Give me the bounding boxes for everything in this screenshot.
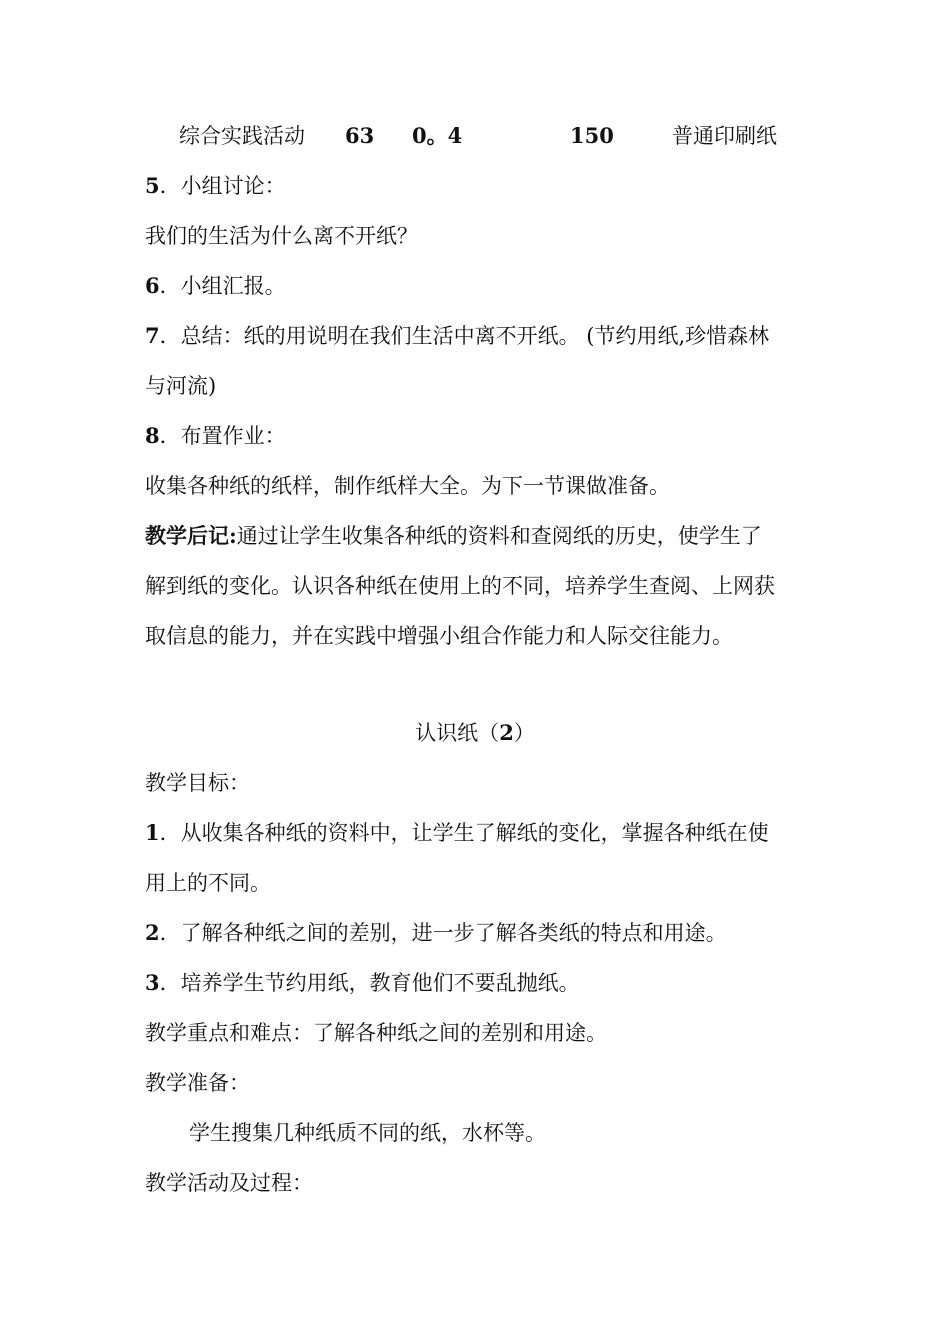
goal-text: ．从收集各种纸的资料中，让学生了解纸的变化，掌握各种纸在使 [159, 821, 769, 845]
goal-3 [145, 968, 825, 998]
reflection-line-3: 取信息的能力，并在实践中增强小组合作能力和人际交往能力。 [145, 624, 733, 648]
prep-text: 学生搜集几种纸质不同的纸，水杯等。 [189, 1121, 546, 1145]
lesson-title-text: 认识纸（ [415, 721, 500, 745]
step-number: 6 [145, 273, 160, 298]
goal-text: ．了解各种纸之间的差别，进一步了解各类纸的特点和用途。 [159, 921, 727, 945]
goals-heading: 教学目标： [145, 771, 250, 795]
goal-number: 2 [145, 920, 160, 945]
step-8 [145, 421, 825, 451]
step-5 [145, 171, 825, 201]
table-cell-name: 综合实践活动 [179, 124, 305, 148]
prep-heading: 教学准备： [145, 1071, 250, 1095]
reflection-label: 教学后记: [145, 523, 237, 548]
reflection-line-2: 解到纸的变化。认识各种纸在使用上的不同，培养学生查阅、上网获 [145, 574, 775, 598]
step-7 [145, 321, 825, 351]
step-text: ．布置作业： [159, 424, 286, 448]
step-number: 8 [145, 423, 160, 448]
goal-text: ．培养学生节约用纸，教育他们不要乱抛纸。 [159, 971, 580, 995]
goal-number: 3 [145, 970, 160, 995]
homework-text: 收集各种纸的纸样，制作纸样大全。为下一节课做准备。 [145, 474, 670, 498]
step-text: ．小组汇报。 [159, 274, 286, 298]
step-text: ．小组讨论： [159, 174, 286, 198]
process-heading: 教学活动及过程： [145, 1171, 313, 1195]
reflection-text: 通过让学生收集各种纸的资料和查阅纸的历史，使学生了 [236, 524, 762, 548]
lesson-title-end: ） [513, 721, 535, 745]
discussion-question: 我们的生活为什么离不开纸？ [145, 224, 418, 248]
step-text: ．总结：纸的用说明在我们生活中离不开纸。 (节约用纸,珍惜森林 [159, 324, 770, 348]
step-number: 7 [145, 323, 160, 348]
table-cell-paper: 普通印刷纸 [672, 124, 777, 148]
step-7-continuation: 与河流) [145, 374, 217, 398]
goal-2 [145, 918, 825, 948]
goal-number: 1 [145, 820, 160, 845]
step-number: 5 [145, 173, 160, 198]
lesson-title-number: 2 [499, 720, 514, 745]
table-cell-num1: 63 [345, 123, 375, 148]
goal-1 [145, 818, 825, 848]
goal-1-continuation: 用上的不同。 [145, 871, 271, 895]
table-cell-num3: 150 [570, 123, 614, 148]
key-points: 教学重点和难点：了解各种纸之间的差别和用途。 [145, 1021, 607, 1045]
lesson-title [0, 718, 950, 748]
reflection-line-1 [145, 521, 825, 551]
step-6 [145, 271, 825, 301]
table-cell-num2: 0。4 [412, 123, 463, 148]
